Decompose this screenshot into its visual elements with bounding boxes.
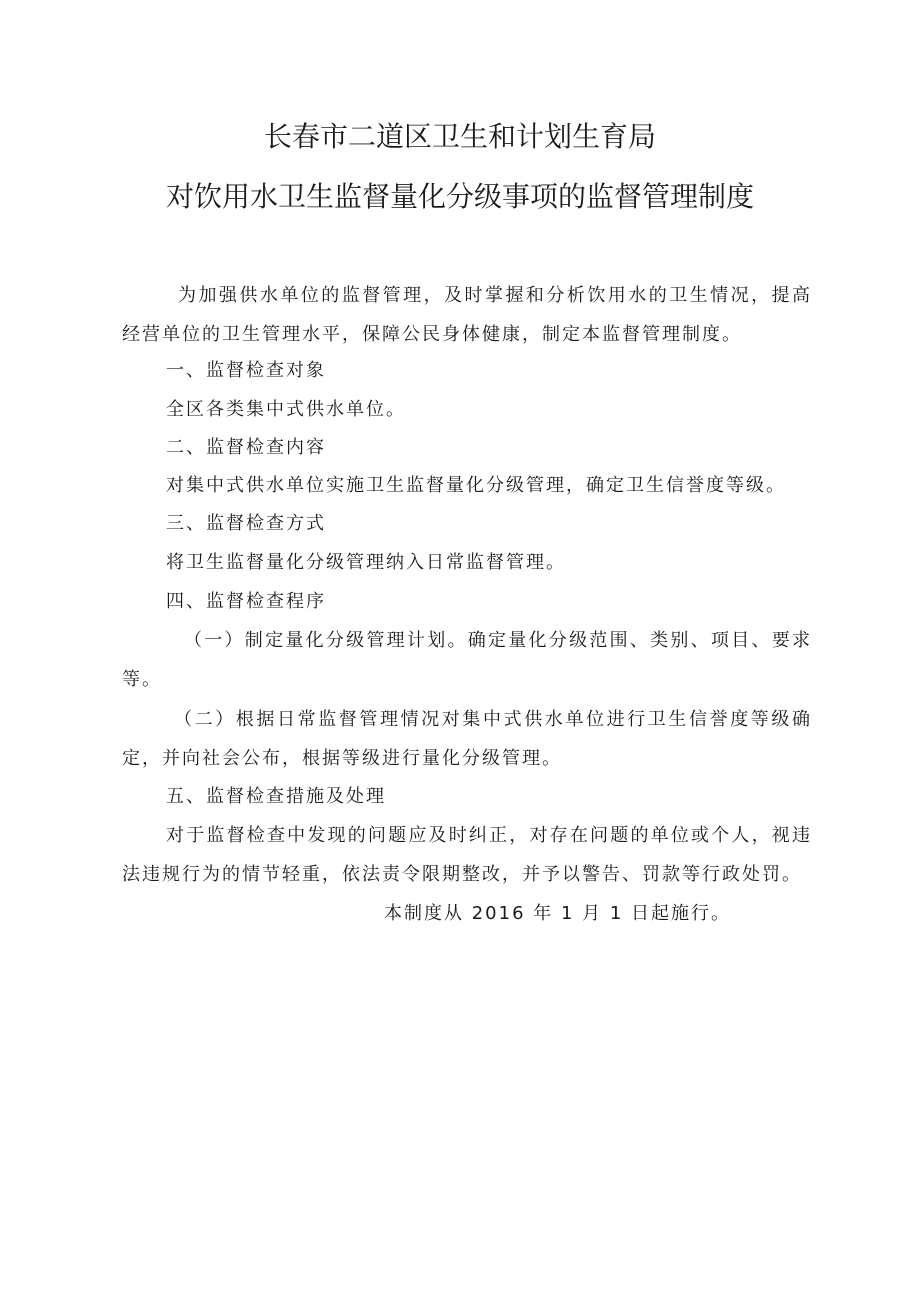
section-heading-1: 一、监督检查对象 — [166, 360, 326, 381]
section-heading-3: 三、监督检查方式 — [166, 513, 326, 534]
section-content-5: 对于监督检查中发现的问题应及时纠正，对存在问题的单位或个人，视违法违规行为的情节轻重，依法责令限期整改，并予以警告、罚款等行政处罚。 — [122, 825, 812, 885]
effective-date-statement: 本制度从 2016 年 1 月 1 日起施行。 — [384, 903, 732, 924]
section-heading-2: 二、监督检查内容 — [166, 437, 326, 458]
section-content-3: 将卫生监督量化分级管理纳入日常监督管理。 — [166, 552, 566, 573]
section-item-4-1: （一）制定量化分级管理计划。确定量化分级范围、类别、项目、要求等。 — [122, 630, 812, 690]
section-content-1: 全区各类集中式供水单位。 — [166, 399, 406, 420]
document-title-line2: 对饮用水卫生监督量化分级事项的监督管理制度 — [165, 180, 754, 213]
section-content-2: 对集中式供水单位实施卫生监督量化分级管理，确定卫生信誉度等级。 — [166, 475, 786, 496]
section-item-4-2: （二）根据日常监督管理情况对集中式供水单位进行卫生信誉度等级确定，并向社会公布，根据等级进行量化分级管理。 — [122, 709, 812, 769]
section-heading-4: 四、监督检查程序 — [166, 591, 326, 612]
section-heading-5: 五、监督检查措施及处理 — [166, 786, 386, 807]
document-title-line1: 长春市二道区卫生和计划生育局 — [263, 120, 656, 153]
intro-paragraph: 为加强供水单位的监督管理，及时掌握和分析饮用水的卫生情况，提高经营单位的卫生管理水平，保障公民身体健康，制定本监督管理制度。 — [122, 285, 812, 345]
